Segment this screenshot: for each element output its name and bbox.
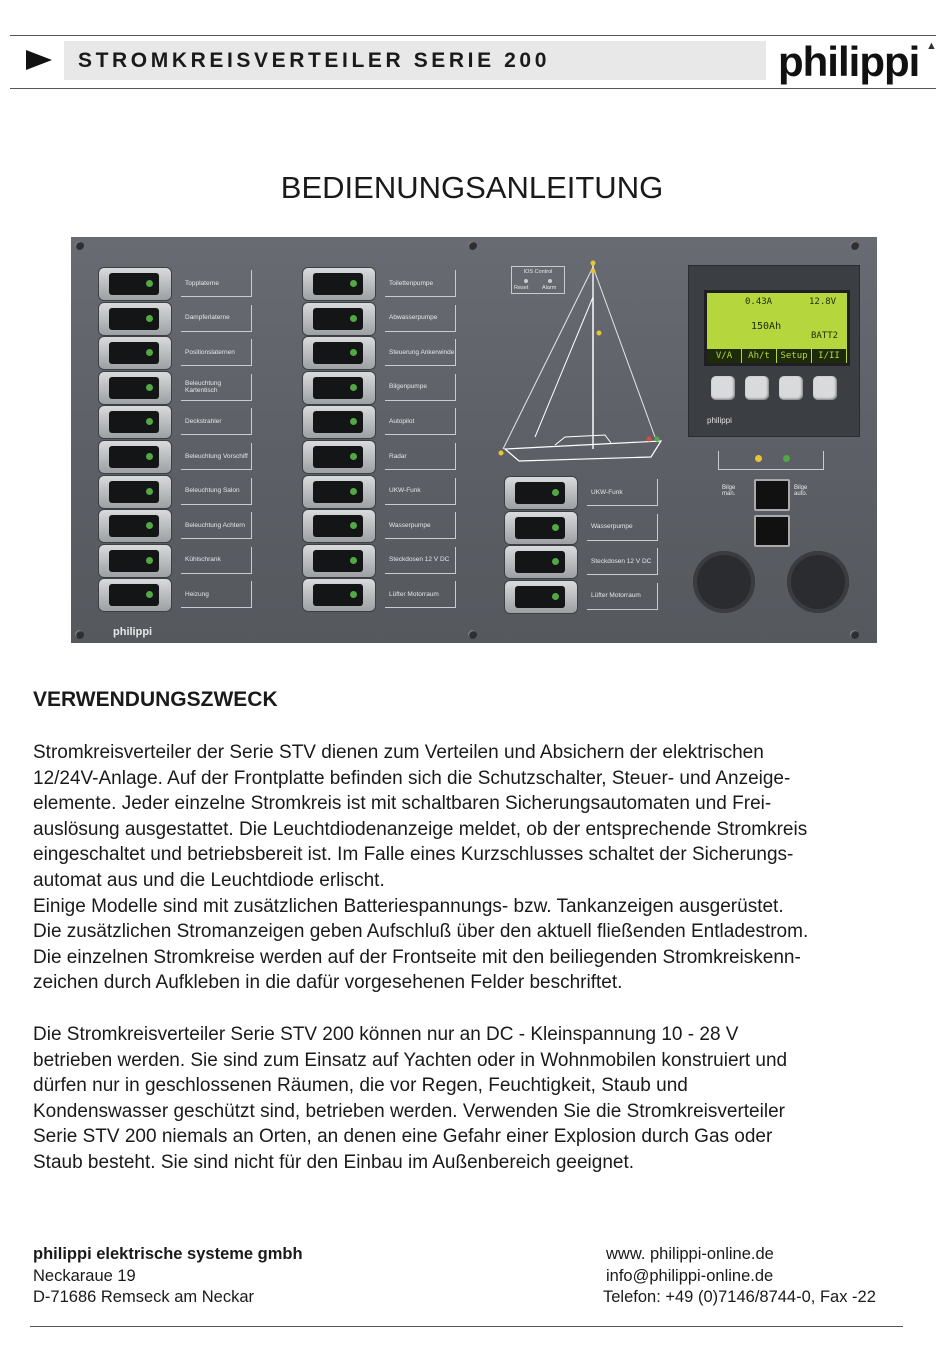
bilge-auto-label: Bilge auto. xyxy=(794,485,808,497)
display-button xyxy=(813,376,837,400)
circuit-label: Autopilot xyxy=(385,408,456,435)
switch-frame xyxy=(99,372,171,404)
ios-title: IOS Control xyxy=(523,269,553,275)
lcd-voltage: 12.8V xyxy=(809,297,837,307)
footer-web: www. philippi-online.de xyxy=(606,1245,774,1263)
circuit-label: Positionslaternen xyxy=(181,339,252,366)
mast-led-icon xyxy=(591,269,596,274)
lcd-tab: Ah/t xyxy=(742,349,777,363)
circuit-label: Lüfter Motorraum xyxy=(587,583,658,610)
document-title: BEDIENUNGSANLEITUNG xyxy=(280,170,664,205)
mast-led-icon xyxy=(597,331,602,336)
paragraph: Stromkreisverteiler der Serie STV dienen zum Verteilen und Absichern der elektrischen 12/24V-Anlage. Auf der Frontplatte befinden sich die Schutzschalter, Steuer- und Anzeige- elemente. Jeder einzelne Stromkreis ist mit schaltbaren Sicherungsautomaten und Frei- auslösung ausgestattet. Die Leuchtdiodenanzeige meldet, ob der entsprechende Stromkreis eingeschaltet und betriebsbereit ist. Im Falle eines Kurzschlusses schaltet der Sicherungs- automat aus und die Leuchtdiode erlischt. Einige Modelle sind mit zusätzlichen Batteriespannungs- bzw. Tankanzeigen ausgerüstet. Die zusätzlichen Stromanzeigen geben Aufschluß über den aktuell fließenden Entladestrom. Die einzelnen Stromkreise werden auf der Frontseite mit den beiliegenden Stromkreiskenn- zeichen durch Aufkleben in die dafür vorgesehenen Felder beschriftet. xyxy=(33,742,809,994)
paragraph: Die Stromkreisverteiler Serie STV 200 können nur an DC - Kleinspannung 10 - 28 V betrieben werden. Sie sind zum Einsatz auf Yachten oder in Wohnmobilen konstruiert und dürfen nur in geschlossenen Räumen, die vor Regen, Feuchtigkeit, Staub und Kondenswasser geschützt sind, betrieben werden. Verwenden Sie die Stromkreisverteiler Serie STV 200 niemals an Orten, an denen eine Gefahr einer Explosion durch Gas oder Staub besteht. Sie sind nicht für den Einbau im Außenbereich geeignet. xyxy=(33,1024,788,1173)
switch-frame xyxy=(303,406,375,438)
led-icon xyxy=(552,524,559,531)
led-icon xyxy=(552,489,559,496)
circuit-label: Beleuchtung Vorschiff xyxy=(181,443,252,470)
logo-triangle-icon: ▲ xyxy=(926,40,937,52)
circuit-label: Radar xyxy=(385,443,456,470)
switch-frame xyxy=(303,268,375,300)
stern-led-icon xyxy=(499,451,504,456)
led-icon xyxy=(350,453,357,460)
lcd-current: 0.43A xyxy=(745,297,773,307)
circuit-label: Lüfter Motorraum xyxy=(385,581,456,608)
philippi-logo: philippi xyxy=(778,38,920,85)
header-top-rule xyxy=(10,35,936,36)
lcd-battery: BATT2 xyxy=(811,331,839,341)
circuit-label: Steckdosen 12 V DC xyxy=(385,547,456,574)
led-icon xyxy=(755,455,762,462)
lcd-tab-bar xyxy=(707,349,847,363)
led-icon xyxy=(146,280,153,287)
screw-icon xyxy=(75,630,84,639)
led-icon xyxy=(146,453,153,460)
led-icon xyxy=(350,280,357,287)
screw-icon xyxy=(468,241,477,250)
circuit-label: Abwasserpumpe xyxy=(385,305,456,332)
footer-rule xyxy=(30,1326,903,1327)
bow-led-icon xyxy=(655,437,660,442)
circuit-label: UKW-Funk xyxy=(385,478,456,505)
footer-contact xyxy=(603,1244,876,1309)
led-icon xyxy=(350,384,357,391)
switch-frame xyxy=(303,337,375,369)
led-icon xyxy=(350,557,357,564)
screw-icon xyxy=(850,630,859,639)
footer-email: info@philippi-online.de xyxy=(606,1266,774,1285)
switch-frame xyxy=(505,512,577,544)
switch-frame xyxy=(99,579,171,611)
battery-monitor xyxy=(688,265,860,437)
circuit-label: Wasserpumpe xyxy=(587,514,658,541)
switch-frame xyxy=(99,441,171,473)
header-bottom-rule xyxy=(10,88,936,89)
switch-frame xyxy=(303,303,375,335)
lcd-capacity: 150Ah xyxy=(751,321,782,332)
led-icon xyxy=(350,488,357,495)
screw-icon xyxy=(468,630,477,639)
display-button xyxy=(779,376,803,400)
switch-frame xyxy=(505,546,577,578)
switch-frame xyxy=(99,510,171,542)
screw-icon xyxy=(850,241,859,250)
led-icon xyxy=(350,315,357,322)
bow-led-icon xyxy=(647,437,652,442)
circuit-label: Wasserpumpe xyxy=(385,512,456,539)
arrow-icon xyxy=(26,50,52,70)
circuit-label: Bilgenpumpe xyxy=(385,374,456,401)
switch-frame xyxy=(303,545,375,577)
panel-brand: philippi xyxy=(113,626,153,638)
circuit-label: Steuerung Ankerwinde xyxy=(385,339,456,366)
lcd-tab: V/A xyxy=(707,349,742,363)
circuit-label: Toilettenpumpe xyxy=(385,270,456,297)
display-button xyxy=(711,376,735,400)
lcd-tab: Setup xyxy=(777,349,812,363)
socket-icon xyxy=(787,551,849,613)
switch-frame xyxy=(99,268,171,300)
switch-frame xyxy=(303,476,375,508)
circuit-label: Beleuchtung Kartentisch xyxy=(181,374,252,401)
screw-icon xyxy=(75,241,84,250)
led-icon xyxy=(783,455,790,462)
lcd-screen xyxy=(704,290,850,366)
switch-frame xyxy=(303,579,375,611)
circuit-label: Heizung xyxy=(181,581,252,608)
ios-reset: Reset xyxy=(514,285,529,291)
footer-address xyxy=(33,1244,303,1309)
switch-frame xyxy=(99,303,171,335)
switch-frame xyxy=(99,337,171,369)
distribution-panel-photo xyxy=(71,237,877,643)
bilge-manual-label: Bilge man. xyxy=(722,485,736,497)
bilge-led-box xyxy=(718,451,824,470)
led-icon xyxy=(146,557,153,564)
switch-frame xyxy=(505,581,577,613)
circuit-label: UKW-Funk xyxy=(587,479,658,506)
mast-led-icon xyxy=(591,261,596,266)
ios-alarm: Alarm xyxy=(542,285,557,291)
footer-street: Neckaraue 19 xyxy=(33,1266,136,1285)
led-icon xyxy=(552,593,559,600)
led-icon xyxy=(146,315,153,322)
section-heading: VERWENDUNGSZWECK xyxy=(33,688,278,711)
circuit-label: Beleuchtung Salon xyxy=(181,478,252,505)
circuit-label: Deckstrahler xyxy=(181,408,252,435)
circuit-label: Beleuchtung Achtern xyxy=(181,512,252,539)
circuit-label: Steckdosen 12 V DC xyxy=(587,548,658,575)
footer-city: D-71686 Remseck am Neckar xyxy=(33,1288,254,1306)
circuit-label: Dampferlaterne xyxy=(181,305,252,332)
auxiliary-switch xyxy=(754,515,790,547)
circuit-label: Kühlschrank xyxy=(181,547,252,574)
switch-frame xyxy=(303,510,375,542)
lcd-tab: I/II xyxy=(812,349,847,363)
switch-frame xyxy=(303,441,375,473)
circuit-label: Topplaterne xyxy=(181,270,252,297)
footer-phone: Telefon: +49 (0)7146/8744-0, Fax -22 xyxy=(603,1288,876,1306)
socket-icon xyxy=(693,551,755,613)
footer-company: philippi elektrische systeme gmbh xyxy=(33,1245,303,1263)
led-icon xyxy=(146,384,153,391)
led-icon xyxy=(146,488,153,495)
display-brand: philippi xyxy=(707,416,732,425)
switch-frame xyxy=(99,476,171,508)
switch-frame xyxy=(505,477,577,509)
bilge-switch xyxy=(754,479,790,511)
header-title: STROMKREISVERTEILER SERIE 200 xyxy=(78,49,550,72)
display-button xyxy=(745,376,769,400)
sailboat-diagram xyxy=(495,257,675,475)
switch-frame xyxy=(99,545,171,577)
switch-frame xyxy=(99,406,171,438)
switch-frame xyxy=(303,372,375,404)
